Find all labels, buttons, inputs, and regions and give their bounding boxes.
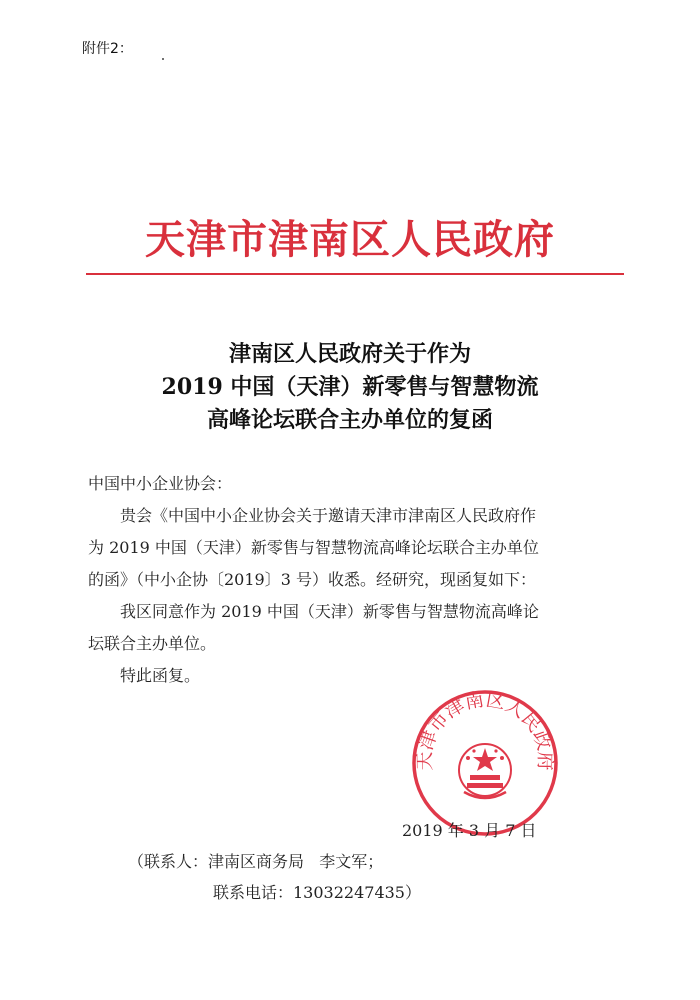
body-line: 为 2019 中国（天津）新零售与智慧物流高峰论坛联合主办单位	[88, 538, 539, 557]
title-line-1: 津南区人民政府关于作为	[228, 341, 471, 367]
body-line: 我区同意作为 2019 中国（天津）新零售与智慧物流高峰论	[120, 602, 539, 621]
signing-date: 2019 年 3 月 7 日	[402, 821, 537, 840]
scan-speck	[162, 58, 164, 60]
body-line: 坛联合主办单位。	[88, 634, 217, 653]
letterhead-rule	[86, 273, 624, 275]
body-line: 贵会《中国中小企业协会关于邀请天津市津南区人民政府作	[120, 506, 537, 525]
title-line-2: 2019 中国（天津）新零售与智慧物流	[161, 374, 539, 400]
body-line: 特此函复。	[120, 666, 201, 685]
contact-person: （联系人：津南区商务局 李文军；	[128, 852, 384, 871]
official-seal	[410, 688, 560, 838]
document-title	[80, 338, 620, 437]
national-emblem	[459, 744, 511, 798]
letterhead-title: 天津市津南区人民政府	[145, 216, 555, 263]
seal-text: 天津市津南区人民政府	[413, 688, 557, 771]
salutation: 中国中小企业协会：	[88, 474, 233, 493]
title-line-3: 高峰论坛联合主办单位的复函	[206, 407, 493, 433]
letter-body	[88, 468, 628, 692]
attachment-label: 附件2：	[82, 41, 133, 57]
body-line: 的函》（中小企协〔2019〕3 号）收悉。经研究，现函复如下：	[88, 570, 536, 589]
contact-phone: 联系电话：13032247435）	[213, 883, 421, 902]
